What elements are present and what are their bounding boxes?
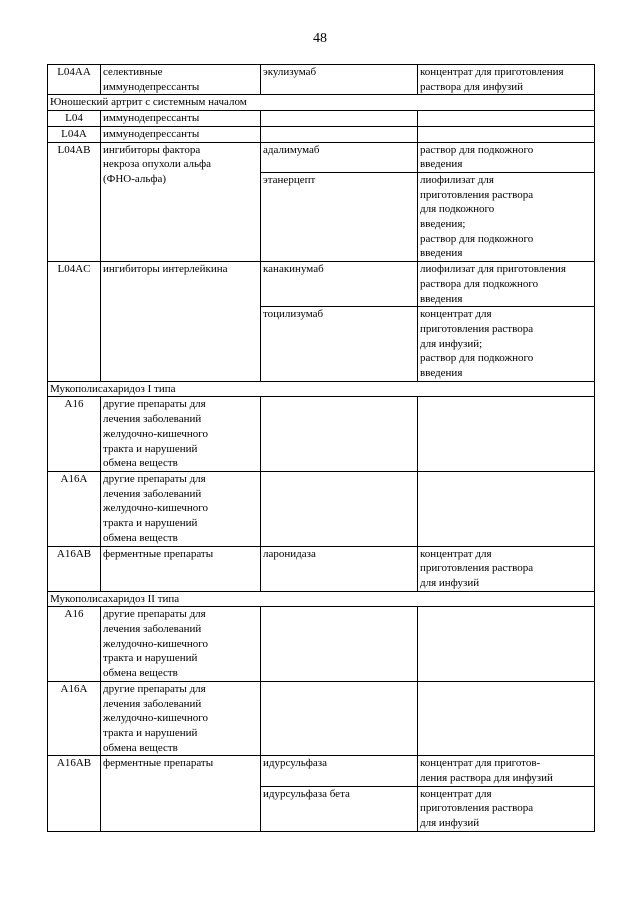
drug-name — [261, 471, 418, 546]
drug-name: экулизумаб — [261, 65, 418, 95]
drug-name: этанерцепт — [261, 172, 418, 261]
drug-name: тоцилизумаб — [261, 307, 418, 382]
group-name: другие препараты для лечения заболеваний желудочно-кишечного тракта и нарушений обмена веществ — [101, 471, 261, 546]
atc-code: L04AC — [48, 262, 101, 382]
section-title: Мукополисахаридоз I типа — [48, 381, 595, 397]
drug-name — [261, 681, 418, 756]
atc-code: A16 — [48, 397, 101, 472]
atc-code: L04AA — [48, 65, 101, 95]
atc-code: L04A — [48, 126, 101, 142]
drug-name: канакинумаб — [261, 262, 418, 307]
group-name: ингибиторы интерлейкина — [101, 262, 261, 382]
drug-name — [261, 397, 418, 472]
table-row — [48, 65, 595, 95]
table-row — [48, 471, 595, 546]
table-row — [48, 126, 595, 142]
dosage-form: концентрат для приготовления раствора для инфузий — [418, 65, 595, 95]
section-row — [48, 95, 595, 111]
drug-name: идурсульфаза — [261, 756, 418, 786]
group-name: другие препараты для лечения заболеваний желудочно-кишечного тракта и нарушений обмена веществ — [101, 607, 261, 682]
table-row — [48, 262, 595, 307]
section-row — [48, 381, 595, 397]
atc-code: A16A — [48, 471, 101, 546]
group-name: иммунодепрессанты — [101, 126, 261, 142]
section-row — [48, 591, 595, 607]
dosage-form — [418, 111, 595, 127]
drug-name: идурсульфаза бета — [261, 786, 418, 831]
table-row — [48, 111, 595, 127]
atc-code: A16AB — [48, 546, 101, 591]
group-name: ферментные препараты — [101, 756, 261, 832]
section-title: Юношеский артрит с системным началом — [48, 95, 595, 111]
dosage-form: раствор для подкожного введения — [418, 142, 595, 172]
dosage-form — [418, 471, 595, 546]
drug-name: адалимумаб — [261, 142, 418, 172]
dosage-form — [418, 397, 595, 472]
group-name: другие препараты для лечения заболеваний желудочно-кишечного тракта и нарушений обмена веществ — [101, 681, 261, 756]
group-name: ферментные препараты — [101, 546, 261, 591]
atc-code: A16 — [48, 607, 101, 682]
dosage-form — [418, 126, 595, 142]
atc-code: L04 — [48, 111, 101, 127]
group-name: ингибиторы фактора некроза опухоли альфа (ФНО-альфа) — [101, 142, 261, 262]
drug-table — [47, 64, 595, 832]
dosage-form — [418, 681, 595, 756]
atc-code: A16A — [48, 681, 101, 756]
table-row — [48, 397, 595, 472]
drug-name — [261, 126, 418, 142]
group-name: селективные иммунодепрессанты — [101, 65, 261, 95]
table-row — [48, 546, 595, 591]
atc-code: A16AB — [48, 756, 101, 832]
table-row — [48, 756, 595, 786]
dosage-form: концентрат для приготовления раствора для инфузий — [418, 546, 595, 591]
dosage-form: концентрат для приготов- ления раствора для инфузий — [418, 756, 595, 786]
group-name: другие препараты для лечения заболеваний желудочно-кишечного тракта и нарушений обмена веществ — [101, 397, 261, 472]
dosage-form: лиофилизат для приготовления раствора для подкожного введения — [418, 262, 595, 307]
page-number: 48 — [313, 31, 327, 46]
section-title: Мукополисахаридоз II типа — [48, 591, 595, 607]
group-name: иммунодепрессанты — [101, 111, 261, 127]
drug-name — [261, 607, 418, 682]
table-row — [48, 681, 595, 756]
dosage-form: концентрат для приготовления раствора для инфузий — [418, 786, 595, 831]
atc-code: L04AB — [48, 142, 101, 262]
table-row — [48, 142, 595, 172]
drug-name — [261, 111, 418, 127]
drug-name: ларонидаза — [261, 546, 418, 591]
dosage-form: лиофилизат для приготовления раствора для подкожного введения; раствор для подкожного введения — [418, 172, 595, 261]
table-row — [48, 607, 595, 682]
dosage-form: концентрат для приготовления раствора для инфузий; раствор для подкожного введения — [418, 307, 595, 382]
dosage-form — [418, 607, 595, 682]
